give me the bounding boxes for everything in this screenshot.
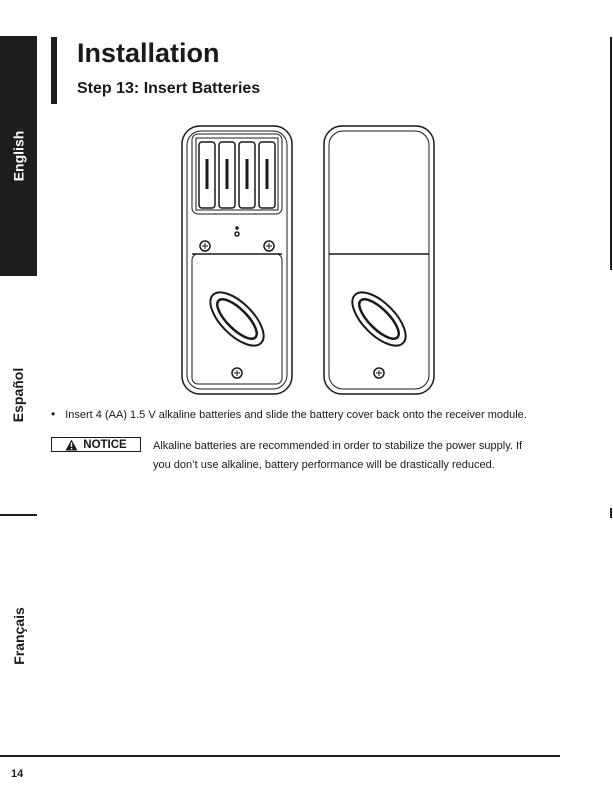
right-edge-rule [610,37,612,270]
bullet-text: Insert 4 (AA) 1.5 V alkaline batteries and slide the battery cover back onto the receiver module. [65,409,527,421]
warning-triangle-icon [65,439,78,451]
tab-espanol[interactable] [0,276,37,516]
notice-line-2: you don’t use alkaline, battery performance will be drastically reduced. [153,459,495,471]
tab-espanol-label: Español [10,367,27,423]
notice-line-1: Alkaline batteries are recommended in order to stabilize the power supply. If [153,440,523,452]
page-number: 14 [11,768,24,780]
title-accent-bar [51,37,57,104]
lock-interior-battery-closed-icon [324,126,434,394]
step-title: Step 13: Insert Batteries [77,80,261,97]
lock-interior-battery-open-icon [182,126,292,394]
instruction-bullet [51,409,527,421]
language-tabs [0,0,37,793]
notice-label: NOTICE [83,438,127,451]
battery-installation-figure [180,124,436,396]
right-edge-tick [610,508,612,518]
bullet-dot-icon: • [51,407,56,421]
tab-francais[interactable] [0,516,37,756]
notice-badge [51,437,141,452]
footer-rule [0,755,560,757]
notice-text [153,437,553,475]
tab-francais-label: Français [10,607,27,665]
page-title: Installation [77,38,220,68]
tab-english[interactable] [0,36,37,276]
tab-english-label: English [10,130,27,182]
